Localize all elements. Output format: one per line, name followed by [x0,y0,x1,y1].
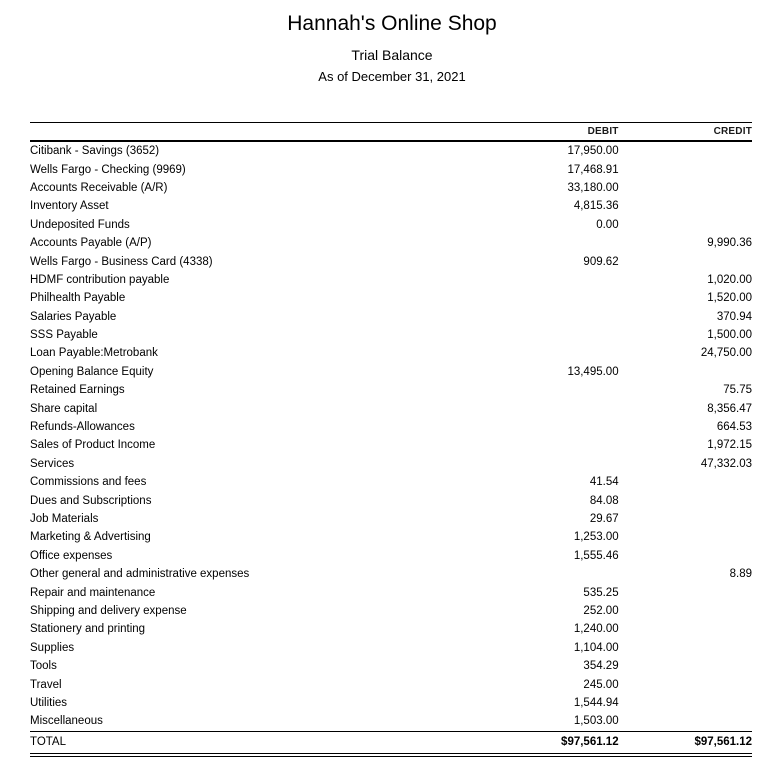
debit-amount: 245.00 [583,678,619,691]
debit-amount: 4,815.36 [573,200,619,213]
account-name: Inventory Asset [30,200,109,213]
table-row [30,675,752,693]
table-row [30,583,752,601]
account-name: Philhealth Payable [30,292,126,305]
table-row [30,179,752,197]
account-name: Accounts Payable (A/P) [30,237,152,250]
credit-amount [619,197,752,215]
credit-amount: 1,972.15 [707,439,752,452]
table-row [30,547,752,565]
debit-amount [468,234,618,252]
trial-balance-table [30,122,752,757]
table-row [30,565,752,583]
table-row [30,308,752,326]
account-name: Commissions and fees [30,476,147,489]
table-row [30,436,752,454]
credit-amount [619,547,752,565]
credit-amount [619,473,752,491]
table-row [30,473,752,491]
credit-amount: 24,750.00 [700,347,752,360]
credit-amount [619,160,752,178]
account-name: Office expenses [30,549,113,562]
account-name: Repair and maintenance [30,586,156,599]
account-name: Utilities [30,696,68,709]
report-title: Trial Balance [351,47,433,63]
debit-amount: 1,503.00 [573,715,619,728]
debit-amount: 17,468.91 [567,163,619,176]
debit-amount [468,418,618,436]
credit-amount [619,712,752,731]
debit-amount [468,565,618,583]
debit-amount [468,344,618,362]
credit-amount [619,657,752,675]
account-name: Stationery and printing [30,623,146,636]
table-body [30,141,752,731]
table-row [30,602,752,620]
table-row [30,289,752,307]
account-name: Accounts Receivable (A/R) [30,181,168,194]
credit-amount [619,528,752,546]
company-name: Hannah's Online Shop [287,12,497,35]
table-row [30,363,752,381]
table-row [30,344,752,362]
debit-amount [468,455,618,473]
credit-amount [619,491,752,509]
account-column-header [30,123,468,142]
credit-column-header: CREDIT [619,123,752,142]
account-name: Opening Balance Equity [30,365,154,378]
total-label: TOTAL [30,731,468,755]
credit-amount [619,675,752,693]
account-name: Travel [30,678,62,691]
table-row [30,639,752,657]
account-name: Wells Fargo - Business Card (4338) [30,255,213,268]
debit-amount: 17,950.00 [567,145,619,158]
account-name: HDMF contribution payable [30,273,170,286]
credit-amount: 8,356.47 [707,402,752,415]
table-row [30,399,752,417]
table-row [30,694,752,712]
debit-amount: 29.67 [589,513,619,525]
credit-amount [619,216,752,234]
table-row [30,657,752,675]
account-name: Dues and Subscriptions [30,494,152,507]
table-row [30,197,752,215]
credit-amount: 47,332.03 [700,457,752,470]
credit-amount [619,510,752,528]
table-row [30,234,752,252]
account-name: Services [30,457,75,470]
table-row [30,160,752,178]
account-name: Marketing & Advertising [30,531,151,544]
account-name: Undeposited Funds [30,218,130,231]
debit-column-header: DEBIT [468,123,618,142]
debit-amount [468,308,618,326]
credit-amount: 75.75 [723,384,752,397]
table-row [30,510,752,528]
debit-amount: 1,544.94 [573,696,619,709]
account-name: Tools [30,660,57,673]
total-row [30,731,752,755]
debit-amount [468,436,618,454]
account-name: Refunds-Allowances [30,421,135,434]
account-name: Supplies [30,641,75,654]
debit-amount: 252.00 [583,604,619,617]
total-debit-amount: $97,561.12 [468,731,618,755]
debit-amount: 535.25 [583,586,619,599]
credit-amount: 1,520.00 [707,292,752,305]
credit-amount [619,363,752,381]
debit-amount: 1,104.00 [573,641,619,654]
credit-amount: 1,500.00 [707,329,752,342]
table-row [30,491,752,509]
total-credit-amount: $97,561.12 [619,731,752,755]
debit-amount: 909.62 [583,255,619,268]
credit-amount [619,694,752,712]
debit-amount: 1,240.00 [573,623,619,636]
credit-amount: 8.89 [729,568,752,581]
debit-amount: 33,180.00 [567,181,619,194]
credit-amount: 1,020.00 [707,273,752,286]
report-header [0,0,784,84]
debit-amount [468,289,618,307]
account-name: Wells Fargo - Checking (9969) [30,163,186,176]
debit-amount: 41.54 [589,476,619,489]
credit-amount [619,252,752,270]
account-name: Other general and administrative expenses [30,568,250,581]
account-name: Salaries Payable [30,310,117,323]
table-row [30,712,752,731]
account-name: Retained Earnings [30,384,125,397]
table-header-row [30,123,752,142]
table-row [30,381,752,399]
debit-amount: 1,253.00 [573,531,619,544]
credit-amount [619,141,752,160]
table-row [30,141,752,160]
credit-amount [619,639,752,657]
credit-amount: 664.53 [716,421,752,434]
account-name: Share capital [30,402,98,415]
debit-amount: 354.29 [583,660,619,673]
account-name: Shipping and delivery expense [30,604,187,617]
account-name: Sales of Product Income [30,439,156,452]
debit-amount: 0.00 [596,218,619,231]
debit-amount: 1,555.46 [573,549,619,562]
table-row [30,252,752,270]
table-row [30,271,752,289]
credit-amount [619,602,752,620]
table-row [30,326,752,344]
account-name: Citibank - Savings (3652) [30,145,160,158]
table-row [30,418,752,436]
table-row [30,216,752,234]
debit-amount [468,399,618,417]
account-name: Miscellaneous [30,715,103,728]
credit-amount: 9,990.36 [707,237,752,250]
credit-amount: 370.94 [716,310,752,323]
debit-amount: 13,495.00 [567,365,619,378]
table-row [30,620,752,638]
credit-amount [619,583,752,601]
report-date: As of December 31, 2021 [318,69,466,84]
table-row [30,455,752,473]
credit-amount [619,179,752,197]
account-name: Job Materials [30,513,99,525]
debit-amount: 84.08 [589,494,619,507]
account-name: SSS Payable [30,329,98,342]
debit-amount [468,326,618,344]
table-row [30,528,752,546]
credit-amount [619,620,752,638]
debit-amount [468,381,618,399]
debit-amount [468,271,618,289]
account-name: Loan Payable:Metrobank [30,347,158,360]
